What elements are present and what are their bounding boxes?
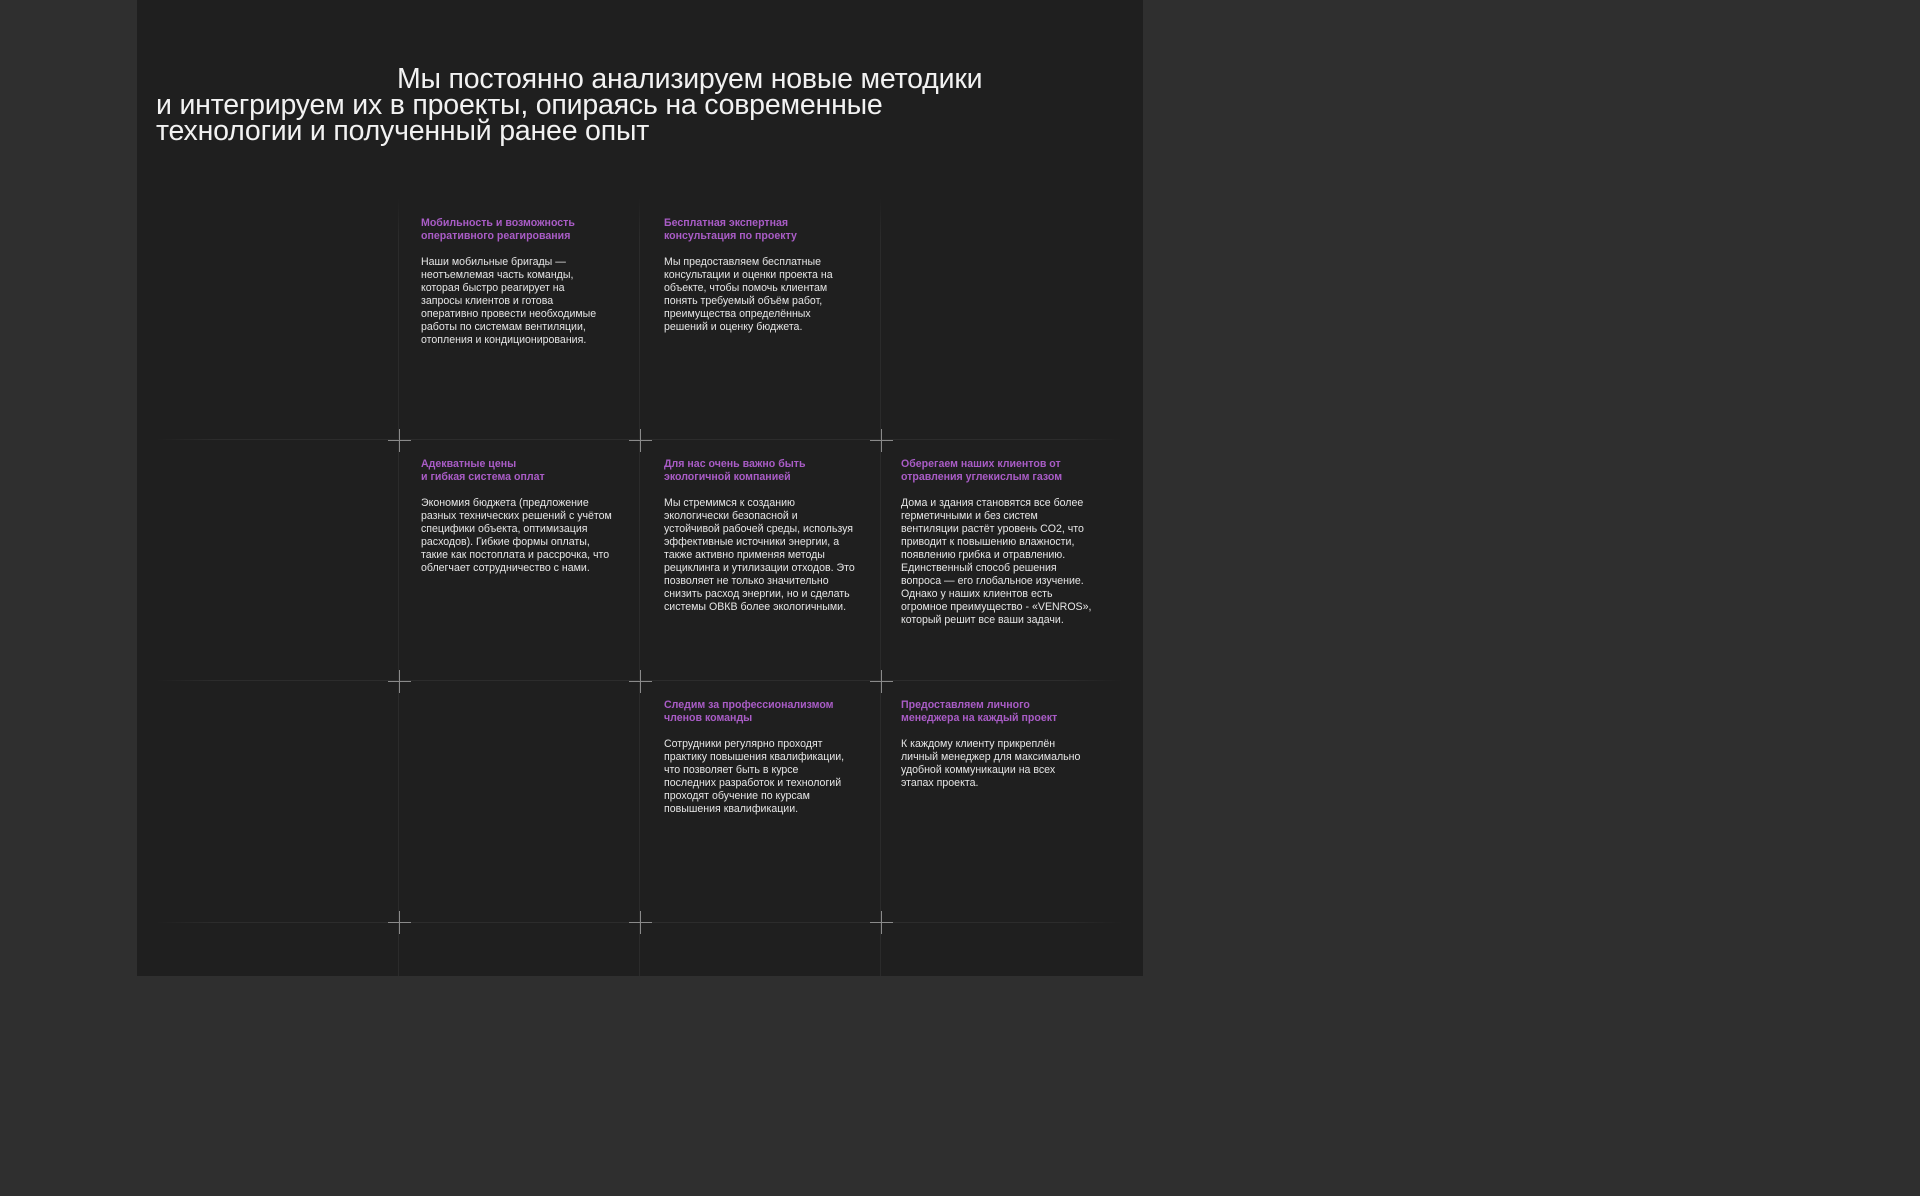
feature-card-prices [421, 458, 621, 575]
plus-icon [629, 670, 652, 693]
card-title: Оберегаем наших клиентов от отравления углекислым газом [901, 458, 1063, 483]
plus-icon [629, 911, 652, 934]
plus-icon [870, 911, 893, 934]
feature-card-consultation [664, 217, 864, 334]
card-text: Наши мобильные бригады — неотъемлемая часть команды, которая быстро реагирует на запросы клиентов и готова оперативно провести необходимые работы по системам вентиляции, отопления и кондиционирования. [421, 256, 597, 346]
card-text: Экономия бюджета (предложение разных технических решений с учётом специфики объекта, оптимизация расходов). Гибкие формы оплаты, такие как постоплата и рассрочка, что облегчает сотрудничество с нами. [421, 497, 612, 574]
plus-icon [870, 429, 893, 452]
grid-divider-vertical [639, 198, 640, 976]
grid-divider-vertical [880, 198, 881, 976]
card-text: Мы предоставляем бесплатные консультации и оценки проекта на объекте, чтобы помочь клиентам понять требуемый объём работ, преимущества определённых решений и оценку бюджета. [664, 256, 833, 333]
feature-card-manager [901, 699, 1101, 790]
headline-line-2: и интегрируем их в проекты, опираясь на современные [156, 89, 883, 121]
plus-icon [388, 911, 411, 934]
plus-icon [870, 670, 893, 693]
card-text: Дома и здания становятся все более герметичными и без систем вентиляции растёт уровень CO2, что приводит к повышению влажности, появлению грибка и отравлению. Единственный способ решения вопроса — его глобальное изучение. Однако у наших клиентов есть огромное преимущество - «VENROS», который решит все ваши задачи. [901, 497, 1092, 626]
grid-divider-vertical [398, 198, 399, 976]
card-title: Бесплатная экспертная консультация по проекту [664, 217, 797, 242]
card-text: Сотрудники регулярно проходят практику повышения квалификации, что позволяет быть в курсе последних разработок и технологий проходят обучение по курсам повышения квалификации. [664, 738, 845, 815]
card-title: Следим за профессионализмом членов команды [664, 699, 834, 724]
card-title: Для нас очень важно быть экологичной компанией [664, 458, 806, 483]
feature-card-co2 [901, 458, 1101, 627]
headline-line-1: Мы постоянно анализируем новые методики [397, 63, 983, 95]
headline-line-3: технологии и полученный ранее опыт [156, 115, 650, 147]
plus-icon [629, 429, 652, 452]
card-title: Адекватные цены и гибкая система оплат [421, 458, 545, 483]
card-title: Предоставляем личного менеджера на каждый проект [901, 699, 1058, 724]
plus-icon [388, 429, 411, 452]
feature-card-mobility [421, 217, 621, 347]
feature-card-ecology [664, 458, 864, 614]
section-headline [156, 63, 1076, 147]
plus-icon [388, 670, 411, 693]
card-text: Мы стремимся к созданию экологически безопасной и устойчивой рабочей среды, используя эффективные источники энергии, а также активно применяя методы рециклинга и утилизации отходов. Это позволяет не только значительно снизить расход энергии, но и сделать системы ОВКВ более экологичными. [664, 497, 855, 613]
card-title: Мобильность и возможность оперативного реагирования [421, 217, 575, 242]
content-frame [137, 0, 1143, 976]
card-text: К каждому клиенту прикреплён личный менеджер для максимально удобной коммуникации на всех этапах проекта. [901, 738, 1081, 789]
feature-card-professionalism [664, 699, 864, 816]
